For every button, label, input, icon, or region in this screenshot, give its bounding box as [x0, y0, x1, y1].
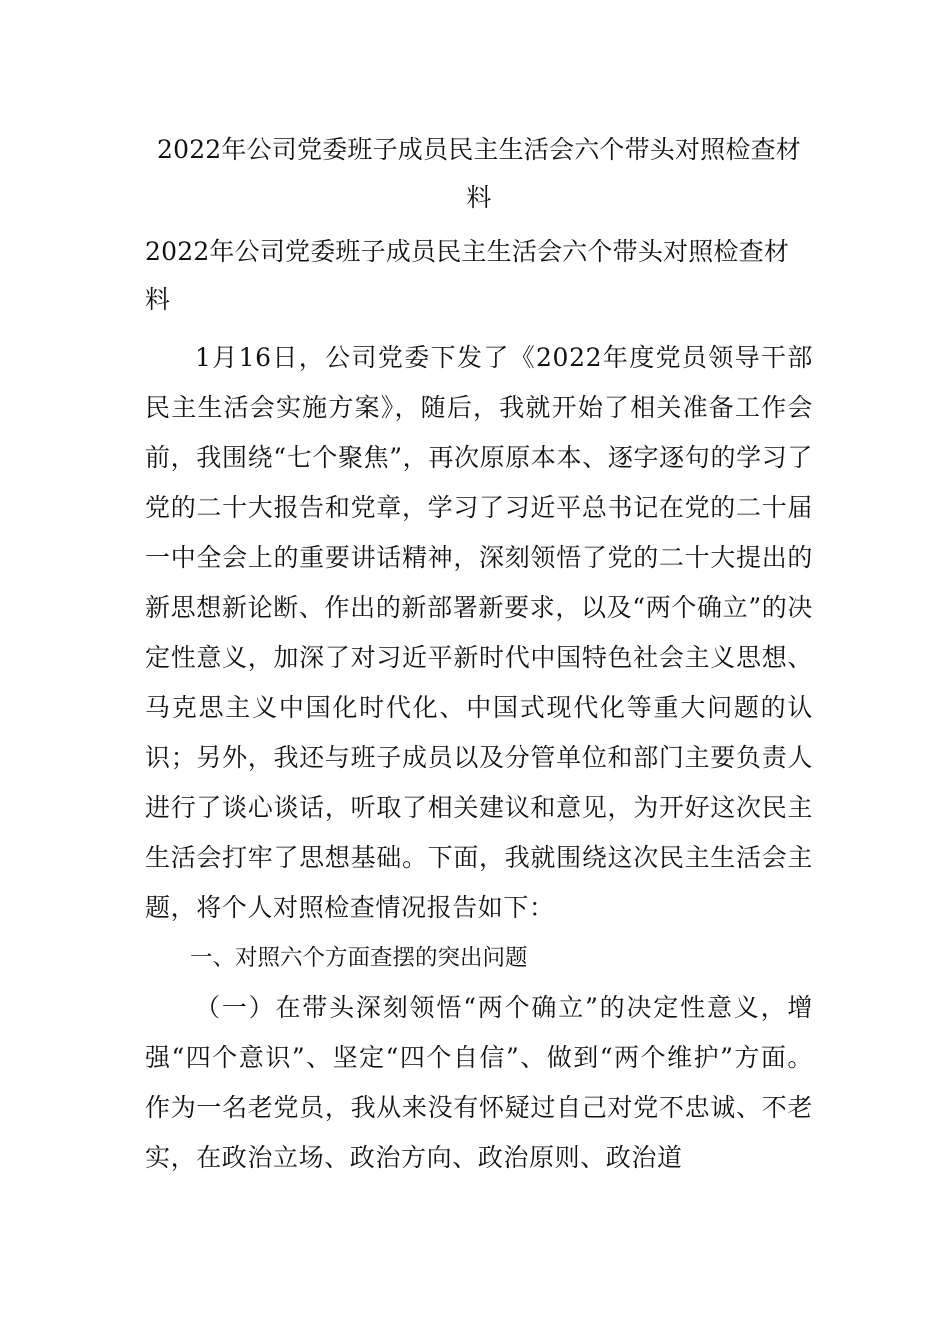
document-page — [145, 126, 813, 1183]
document-subtitle: 2022年公司党委班子成员民主生活会六个带头对照检查材料 — [145, 237, 790, 314]
section-heading: 一、对照六个方面查摆的突出问题 — [190, 945, 528, 971]
document-title: 2022年公司党委班子成员民主生活会六个带头对照检查材料 — [156, 135, 802, 212]
subsection-paragraph: （一）在带头深刻领悟“两个确立”的决定性意义，增强“四个意识”、坚定“四个自信”、做到“两个维护”方面。作为一名老党员，我从来没有怀疑过自己对党不忠诚、不老实，在政治立场、政治方向、政治原则、政治道 — [145, 993, 813, 1172]
intro-paragraph: 1月16日，公司党委下发了《2022年度党员领导干部民主生活会实施方案》，随后，我就开始了相关准备工作会前，我围绕“七个聚焦”，再次原原本本、逐字逐句的学习了党的二十大报告和党章，学习了习近平总书记在党的二十届一中全会上的重要讲话精神，深刻领悟了党的二十大提出的新思想新论断、作出的新部署新要求，以及“两个确立”的决定性意义，加深了对习近平新时代中国特色社会主义思想、马克思主义中国化时代化、中国式现代化等重大问题的认识；另外，我还与班子成员以及分管单位和部门主要负责人进行了谈心谈话，听取了相关建议和意见，为开好这次民主生活会打牢了思想基础。下面，我就围绕这次民主生活会主题，将个人对照检查情况报告如下： — [145, 343, 813, 922]
